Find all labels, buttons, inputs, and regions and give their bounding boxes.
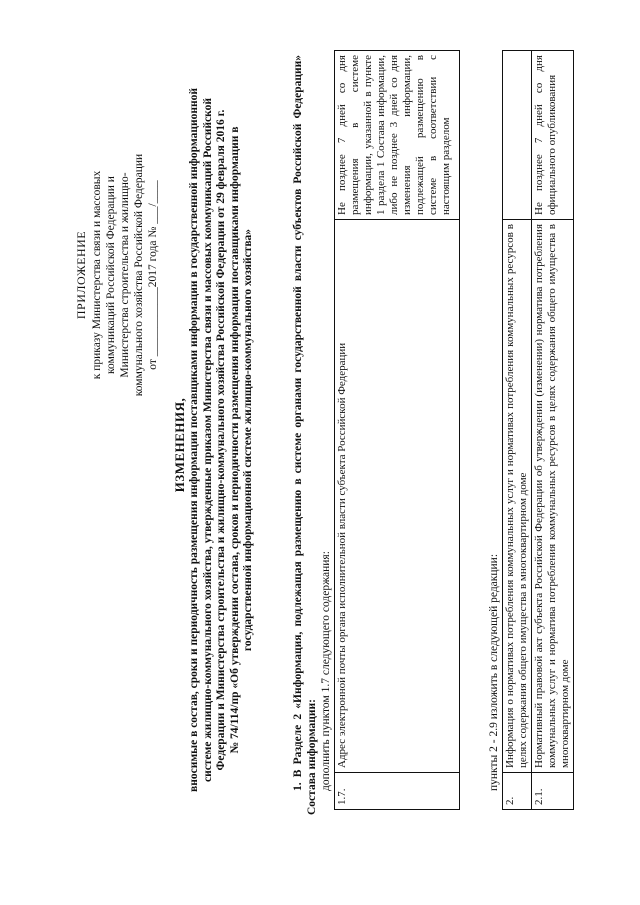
intro-line: № 74/114/пр «Об утверждении состава, сроков и периодичности размещения информации поставщиками информации в [228,126,241,754]
row-term: Не позднее 7 дней со дня официального опубликования [532,51,574,220]
appendix-line-2: коммуникаций Российской Федерации и [105,176,117,374]
row-text: Адрес электронной почты органа исполнительной власти субъекта Российской Федерации [335,220,460,773]
document-intro [188,60,256,820]
table-row [335,51,460,810]
appendix-date-line: от ____________2017 года № ___/____ [147,180,159,370]
appendix-title: ПРИЛОЖЕНИЕ [74,230,88,320]
intro-line: вносимые в состав, сроки и периодичность размещения информации поставщиками информации в государственной информационной [188,88,200,792]
intro-line: Федерации и Министерства строительства и жилищно-коммунального хозяйства Российской Федерации от 29 февраля 2016 г. [215,109,227,771]
section-heading: 1. В Разделе 2 «Информация, подлежащая размещению в системе органами государственной власти субъектов Российской Федерации» Состава информации: [292,55,318,815]
row-text: Нормативный правовой акт субъекта Российской Федерации об утверждении (изменении) норматива потребления коммунальных услуг и норматива потребления коммунальных ресурсов в целях содержания общего имущества в многоквартирном доме [532,220,574,773]
appendix-block [74,145,160,405]
supplement-paragraph: дополнить пунктом 1.7 следующего содержания: [320,551,332,791]
table-row [532,51,574,810]
appendix-line-1: к приказу Министерства связи и массовых [91,170,103,380]
appendix-line-4: коммунального хозяйства Российской Федерации [133,153,145,397]
row-number: 2.1. [532,773,574,810]
intro-line: системе жилищно-коммунального хозяйства, утвержденные приказом Министерства связи и массовых коммуникаций Российской [201,97,214,783]
row-term: Не позднее 7 дней со дня размещения в системе информации, указанной в пункте 1 раздела 1 Состава информации, либо не позднее 3 дней со дня изменения информации, подлежащей размещению в системе в соответствии с настоящим разделом [335,51,460,220]
table-row [503,51,532,810]
row-term [503,51,532,220]
appendix-line-3: Министерства строительства и жилищно- [119,172,131,378]
table-points-2 [502,50,574,810]
row-number: 1.7. [335,773,460,810]
row-text: Информация о нормативах потребления коммунальных услуг и нормативах потребления коммунальных ресурсов в целях содержания общего имущества в многоквартирном доме [503,220,532,773]
points-paragraph: пункты 2 - 2.9 изложить в следующей редакции: [488,553,500,791]
row-number: 2. [503,773,532,810]
document-title: ИЗМЕНЕНИЯ, [172,397,187,493]
table-point-1-7 [334,50,460,810]
intro-line: государственной информационной системе жилищно-коммунального хозяйства» [242,228,254,652]
